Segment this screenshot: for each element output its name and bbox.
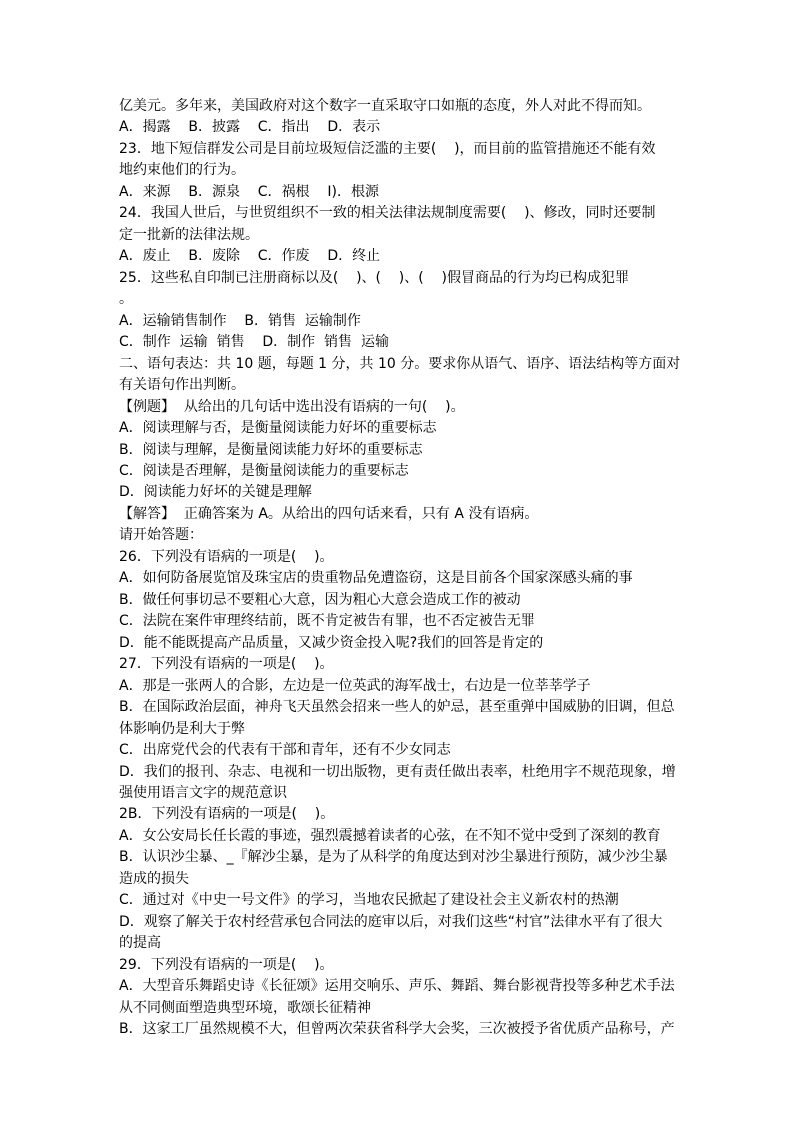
text-line: C．通过对《中史一号文件》的学习，当地农民掀起了建设社会主义新农村的热潮 xyxy=(119,892,619,909)
text-line: 27．下列没有语病的一项是( )。 xyxy=(119,656,334,673)
text-line: D．我们的报刊、杂志、电视和一切出版物，更有责任做出表率，杜绝用字不规范现象，增 xyxy=(119,763,676,780)
text-line: 26．下列没有语病的一项是( )。 xyxy=(119,548,334,565)
text-line: D．阅读能力好坏的关键是理解 xyxy=(119,484,312,501)
text-line: 从不同侧面塑造典型环境，歌颂长征精神 xyxy=(119,999,371,1016)
text-line: A．阅读理解与否，是衡量阅读能力好坏的重要标志 xyxy=(119,420,437,437)
text-line: 【解答】 正确答案为 A。从给出的四句话来看，只有 A 没有语病。 xyxy=(119,505,539,522)
text-line: 29．下列没有语病的一项是( )。 xyxy=(119,956,334,973)
text-line: B．在国际政治层面，神舟飞天虽然会招来一些人的妒忌，甚至重弹中国威胁的旧调，但总 xyxy=(119,699,675,716)
text-line: 的提高 xyxy=(119,935,161,952)
text-line: A．来源 B．源泉 C．祸根 I)．根源 xyxy=(119,183,379,200)
text-line: A．女公安局长任长霞的事迹，强烈震撼着读者的心弦，在不知不觉中受到了深刻的教育 xyxy=(119,827,661,844)
text-line: A．大型音乐舞蹈史诗《长征颂》运用交响乐、声乐、舞蹈、舞台影视背投等多种艺术手法 xyxy=(119,978,675,995)
text-line: 2B．下列没有语病的一项是( )。 xyxy=(119,806,335,823)
text-line: B．阅读与理解，是衡量阅读能力好坏的重要标志 xyxy=(119,441,423,458)
text-line: 【例题】 从给出的几句话中选出没有语病的一句( )。 xyxy=(119,398,465,415)
text-line: A．揭露 B．披露 C．指出 D．表示 xyxy=(119,119,381,136)
text-line: D．观察了解关于农村经营承包合同法的庭审以后，对我们这些“村官”法律水平有了很大 xyxy=(119,913,663,930)
text-line: 24．我国人世后，与世贸组织不一致的相关法律法规制度需要( )、修改，同时还要制 xyxy=(119,205,656,222)
text-line: A．如何防备展览馆及珠宝店的贵重物品免遭盗窃，这是目前各个国家深感头痛的事 xyxy=(119,570,633,587)
text-line: 23．地下短信群发公司是目前垃圾短信泛滥的主要( )，而目前的监管措施还不能有效 xyxy=(119,140,656,157)
text-line: B．做任何事切忌不要粗心大意，因为粗心大意会造成工作的被动 xyxy=(119,591,521,608)
text-line: 亿美元。多年来，美国政府对这个数字一直采取守口如瓶的态度，外人对此不得而知。 xyxy=(119,98,651,114)
text-line: 体影响仍是利大于弊 xyxy=(119,720,245,737)
document-page xyxy=(119,96,679,1041)
text-line: 强使用语言文字的规范意识 xyxy=(119,785,287,801)
text-line: B．这家工厂虽然规模不大，但曾两次荣获省科学大会奖，三次被授予省优质产品称号，产 xyxy=(119,1021,675,1038)
text-line: 请开始答题： xyxy=(119,527,203,544)
text-line: B．认识沙尘暴、_『解沙尘暴，是为了从科学的角度达到对沙尘暴进行预防，减少沙尘暴 xyxy=(119,849,668,866)
text-line: 25．这些私自印制已注册商标以及( )、( )、( )假冒商品的行为均已构成犯罪 xyxy=(119,269,629,286)
text-line: 造成的损失 xyxy=(119,870,189,887)
text-line: C．制作 运输 销售 D．制作 销售 运输 xyxy=(119,334,389,351)
text-line: C．法院在案件审理终结前，既不肯定被告有罪，也不否定被告无罪 xyxy=(119,613,535,630)
text-line: 。 xyxy=(119,291,133,308)
text-line: C．出席党代会的代表有干部和青年，还有不少女同志 xyxy=(119,742,451,759)
text-line: 定一批新的法律法规。 xyxy=(119,226,259,243)
text-line: D．能不能既提高产品质量，又减少资金投入呢?我们的回答是肯定的 xyxy=(119,634,544,651)
text-line: A．那是一张两人的合影，左边是一位英武的海军战士，右边是一位莘莘学子 xyxy=(119,677,591,694)
text-line: 二、语句表达：共 10 题，每题 1 分，共 10 分。要求你从语气、语序、语法结构等方面对 xyxy=(119,355,681,372)
text-line: A．废止 B．废除 C．作废 D．终止 xyxy=(119,248,381,265)
text-line: C．阅读是否理解，是衡量阅读能力的重要标志 xyxy=(119,462,409,479)
text-line: 地约束他们的行为。 xyxy=(119,162,245,179)
text-line: A．运输销售制作 B．销售 运输制作 xyxy=(119,312,361,329)
text-line: 有关语句作出判断。 xyxy=(119,377,245,394)
